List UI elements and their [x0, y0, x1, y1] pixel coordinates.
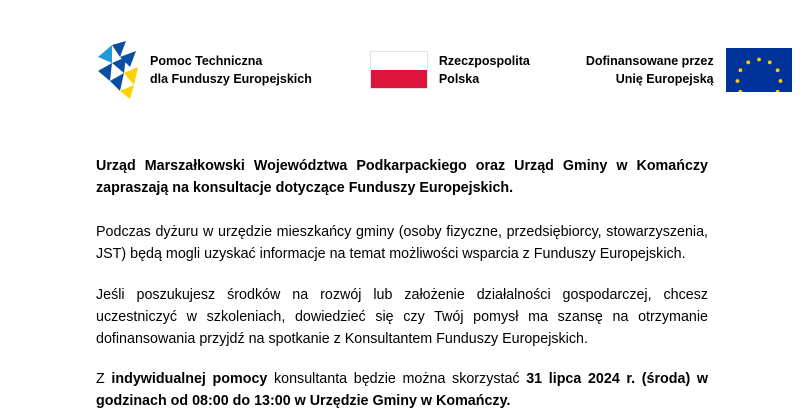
closing-part1: Z	[96, 371, 112, 388]
logo-fundusze-europejskie	[96, 41, 312, 99]
polish-flag-icon	[370, 51, 428, 89]
eu-line1: Dofinansowane przez	[585, 53, 714, 68]
eu-line2: Unię Europejską	[615, 72, 714, 86]
rp-line2: Polska	[438, 72, 480, 86]
fe-line1: Pomoc Techniczna	[150, 53, 263, 68]
closing-bold2: 31 lipca 2024 r. (środa) w godzinach od 08:00 do 13:00 w Urzędzie Gminy w Komańczy.	[96, 371, 708, 410]
closing-part2: konsultanta będzie można skorzystać	[267, 371, 527, 388]
closing-bold1: indywidualnej pomocy	[111, 371, 268, 388]
fundusze-europejskie-icon	[96, 41, 140, 99]
logo-unia-europejska	[586, 48, 792, 92]
fe-line2: dla Funduszy Europejskich	[150, 72, 312, 86]
rp-line1: Rzeczpospolita	[438, 53, 530, 68]
document-body	[96, 155, 708, 412]
paragraph-duty-info: Podczas dyżuru w urzędzie mieszkańcy gminy (osoby fizyczne, przedsiębiorcy, stowarzyszenia, JST) będą mogli uzyskać informacje na temat możliwości wsparcia z Funduszy Europejskich.	[96, 224, 708, 263]
paragraph-lead: Urząd Marszałkowski Województwa Podkarpackiego oraz Urząd Gminy w Komańczy zapraszają na konsultacje dotyczące Funduszy Europejskich.	[96, 158, 708, 197]
logo-unia-europejska-text	[586, 52, 714, 88]
logo-bar	[96, 38, 714, 102]
paragraph-closing	[96, 368, 708, 412]
logo-rzeczpospolita-polska	[370, 51, 530, 89]
paragraph-funding-info: Jeśli poszukujesz środków na rozwój lub założenie działalności gospodarczej, chcesz uczestniczyć w szkoleniach, dowiedzieć się czy Twój pomysł ma szansę na otrzymanie dofinansowania przyjdź na spotkanie z Konsultantem Funduszy Europejskich.	[96, 286, 708, 347]
logo-fundusze-europejskie-text	[150, 52, 312, 88]
logo-rzeczpospolita-polska-text	[439, 52, 530, 88]
eu-flag-icon	[726, 48, 792, 92]
